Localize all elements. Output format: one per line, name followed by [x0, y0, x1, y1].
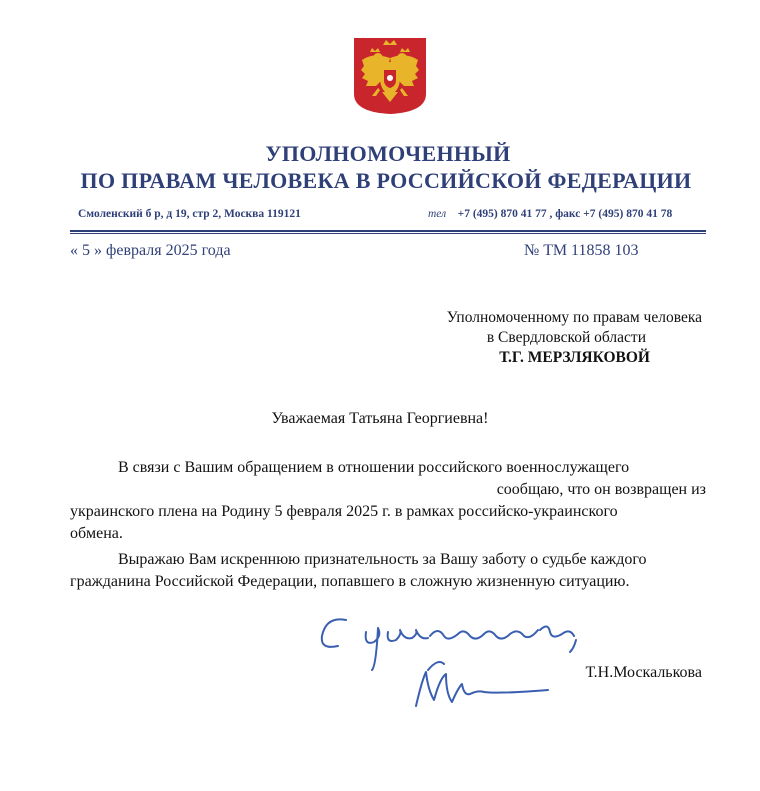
coat-of-arms-icon: [352, 36, 428, 116]
paragraph-1-line-4: обмена.: [70, 525, 123, 542]
recipient-name: Т.Г. МЕРЗЛЯКОВОЙ: [499, 349, 650, 366]
paragraph-1-line-2: сообщаю, что он возвращен из: [496, 481, 706, 498]
body-paragraph-2: [70, 549, 706, 593]
paragraph-1-line-1: В связи с Вашим обращением в отношении российского военнослужащего: [118, 459, 630, 476]
phone-numbers: +7 (495) 870 41 77 , факс +7 (495) 870 41 78: [457, 208, 673, 220]
recipient-title: Уполномоченному по правам человека: [446, 309, 702, 326]
letterhead-divider-thin: [70, 233, 706, 234]
signature-icon: [408, 650, 558, 720]
org-title-line2: ПО ПРАВАМ ЧЕЛОВЕКА В РОССИЙСКОЙ ФЕДЕРАЦИИ: [80, 168, 692, 193]
paragraph-2-line-1: Выражаю Вам искреннюю признательность за Вашу заботу о судьбе каждого: [118, 551, 647, 568]
org-address: Смоленский б р, д 19, стр 2, Москва 119121: [78, 208, 301, 220]
salutation: Уважаемая Татьяна Георгиевна!: [271, 410, 489, 427]
recipient-region: в Свердловской области: [486, 329, 646, 346]
registration-number: № ТМ 11858 103: [524, 242, 639, 259]
phone-label: тел: [428, 208, 447, 220]
letterhead-divider: [70, 230, 706, 232]
recipient-block: [447, 308, 702, 368]
org-title-line1: УПОЛНОМОЧЕННЫЙ: [265, 141, 511, 166]
letter-date: « 5 » февраля 2025 года: [70, 242, 231, 259]
paragraph-2-line-2: гражданина Российской Федерации, попавшего в сложную жизненную ситуацию.: [70, 573, 630, 590]
body-paragraph-1: [70, 457, 706, 545]
org-contacts: [428, 208, 672, 220]
paragraph-1-line-3: украинского плена на Родину 5 февраля 2025 г. в рамках российско-украинского: [70, 503, 618, 520]
signer-name: Т.Н.Москалькова: [585, 664, 702, 681]
